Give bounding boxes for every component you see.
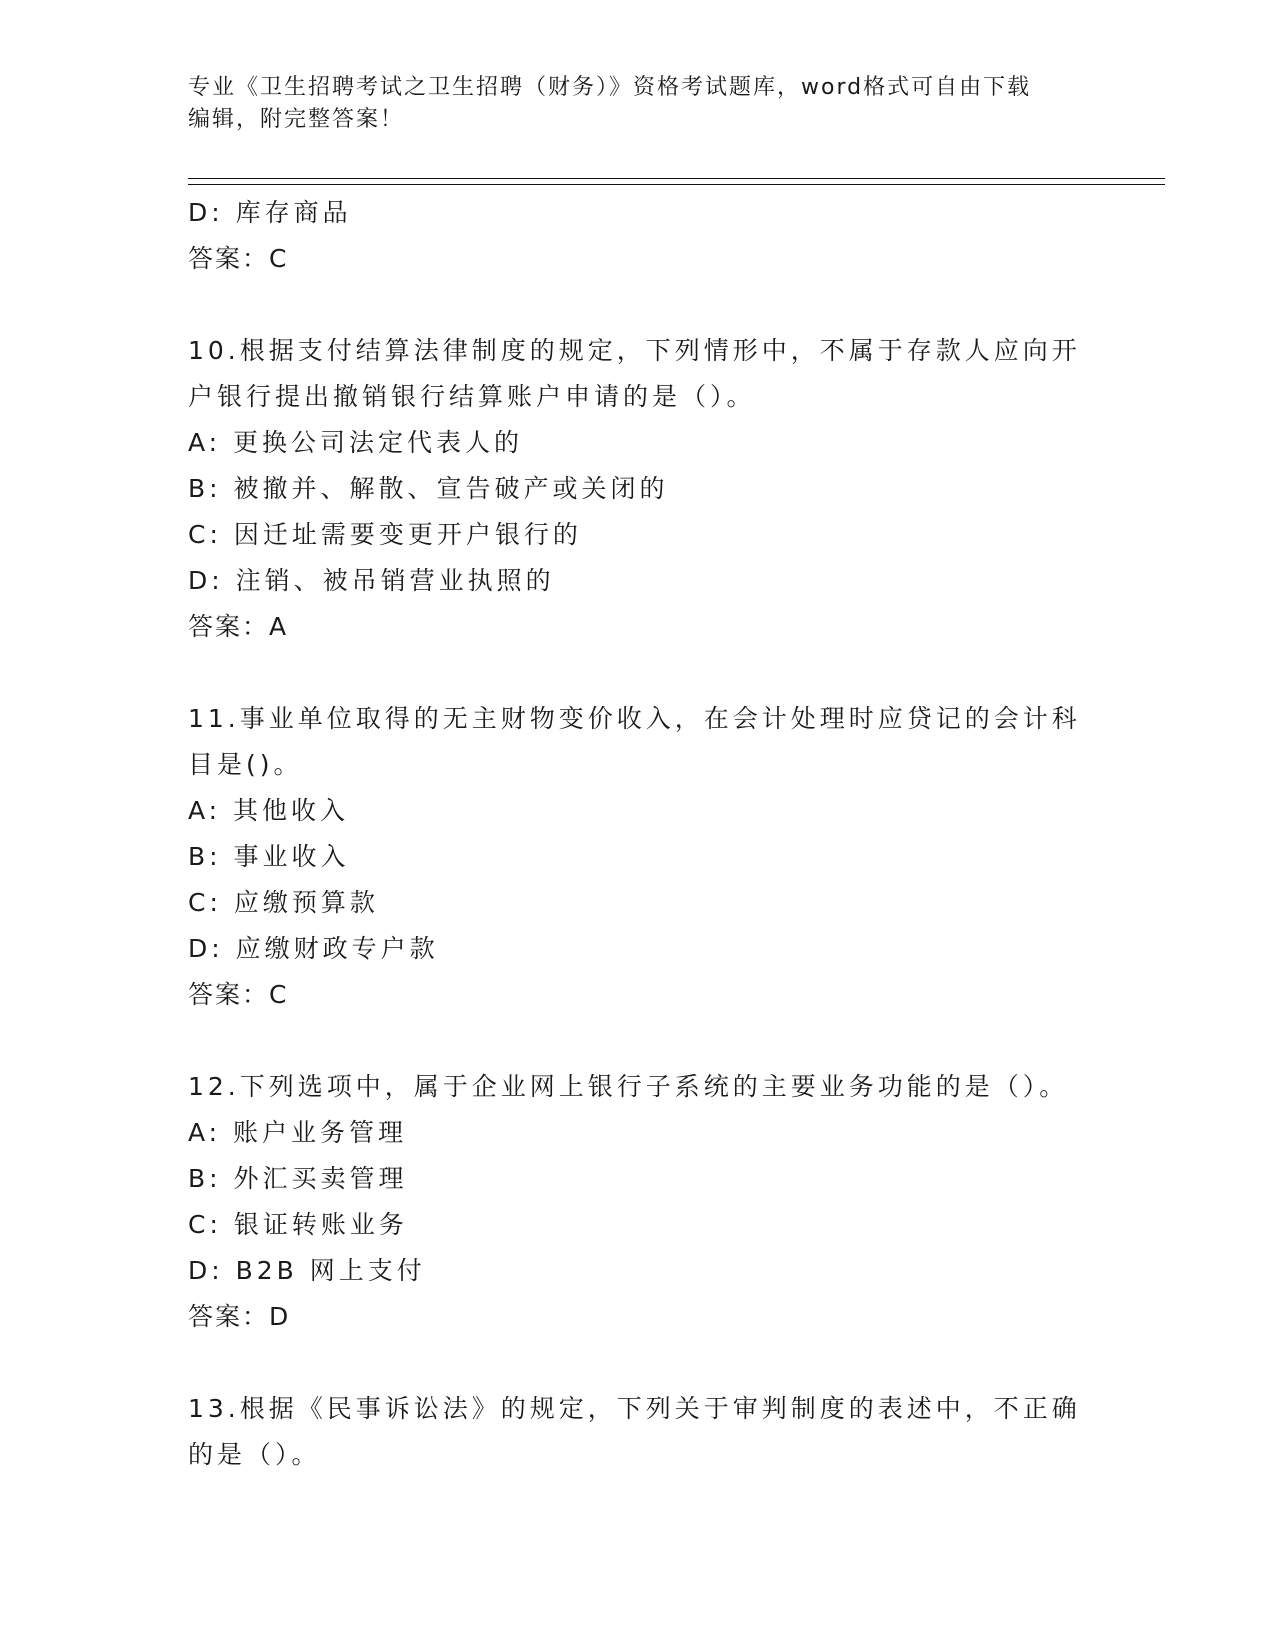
prev-answer: 答案：C xyxy=(188,244,289,273)
question-text-line: 目是()。 xyxy=(188,750,303,779)
question-text-line: 12.下列选项中，属于企业网上银行子系统的主要业务功能的是（）。 xyxy=(188,1072,1069,1101)
option-a: A: 更换公司法定代表人的 xyxy=(188,428,524,457)
option-b: B: 外汇买卖管理 xyxy=(188,1164,408,1193)
document-header xyxy=(188,72,1088,136)
option-b: B: 事业收入 xyxy=(188,842,350,871)
question-text-line: 13.根据《民事诉讼法》的规定，下列关于审判制度的表述中，不正确 xyxy=(188,1394,1081,1423)
answer: 答案：A xyxy=(188,612,289,641)
question-text-line: 户银行提出撤销银行结算账户申请的是（）。 xyxy=(188,382,756,411)
spacer xyxy=(188,1340,1088,1386)
question-11 xyxy=(188,696,1088,1018)
option-d: D: 注销、被吊销营业执照的 xyxy=(188,566,555,595)
header-divider-bottom xyxy=(188,184,1165,185)
header-line-2: 编辑，附完整答案！ xyxy=(188,107,405,132)
option-d: D: B2B 网上支付 xyxy=(188,1256,426,1285)
option-a: A: 账户业务管理 xyxy=(188,1118,408,1147)
spacer xyxy=(188,650,1088,696)
question-text-line: 11.事业单位取得的无主财物变价收入，在会计处理时应贷记的会计科 xyxy=(188,704,1081,733)
answer: 答案：D xyxy=(188,1302,291,1331)
question-13 xyxy=(188,1386,1088,1478)
spacer xyxy=(188,1018,1088,1064)
option-d: D: 应缴财政专户款 xyxy=(188,934,439,963)
document-body xyxy=(188,190,1088,1478)
spacer xyxy=(188,282,1088,328)
option-b: B: 被撤并、解散、宣告破产或关闭的 xyxy=(188,474,669,503)
question-10 xyxy=(188,328,1088,650)
option-c: C: 应缴预算款 xyxy=(188,888,379,917)
header-divider-top xyxy=(188,178,1165,179)
header-line-1: 专业《卫生招聘考试之卫生招聘（财务）》资格考试题库，word格式可自由下载 xyxy=(188,75,1032,100)
prev-option-d: D: 库存商品 xyxy=(188,198,352,227)
question-text-line: 的是（）。 xyxy=(188,1440,321,1469)
option-c: C: 银证转账业务 xyxy=(188,1210,408,1239)
answer: 答案：C xyxy=(188,980,289,1009)
option-a: A: 其他收入 xyxy=(188,796,350,825)
question-text-line: 10.根据支付结算法律制度的规定，下列情形中，不属于存款人应向开 xyxy=(188,336,1081,365)
option-c: C: 因迁址需要变更开户银行的 xyxy=(188,520,582,549)
question-12 xyxy=(188,1064,1088,1340)
